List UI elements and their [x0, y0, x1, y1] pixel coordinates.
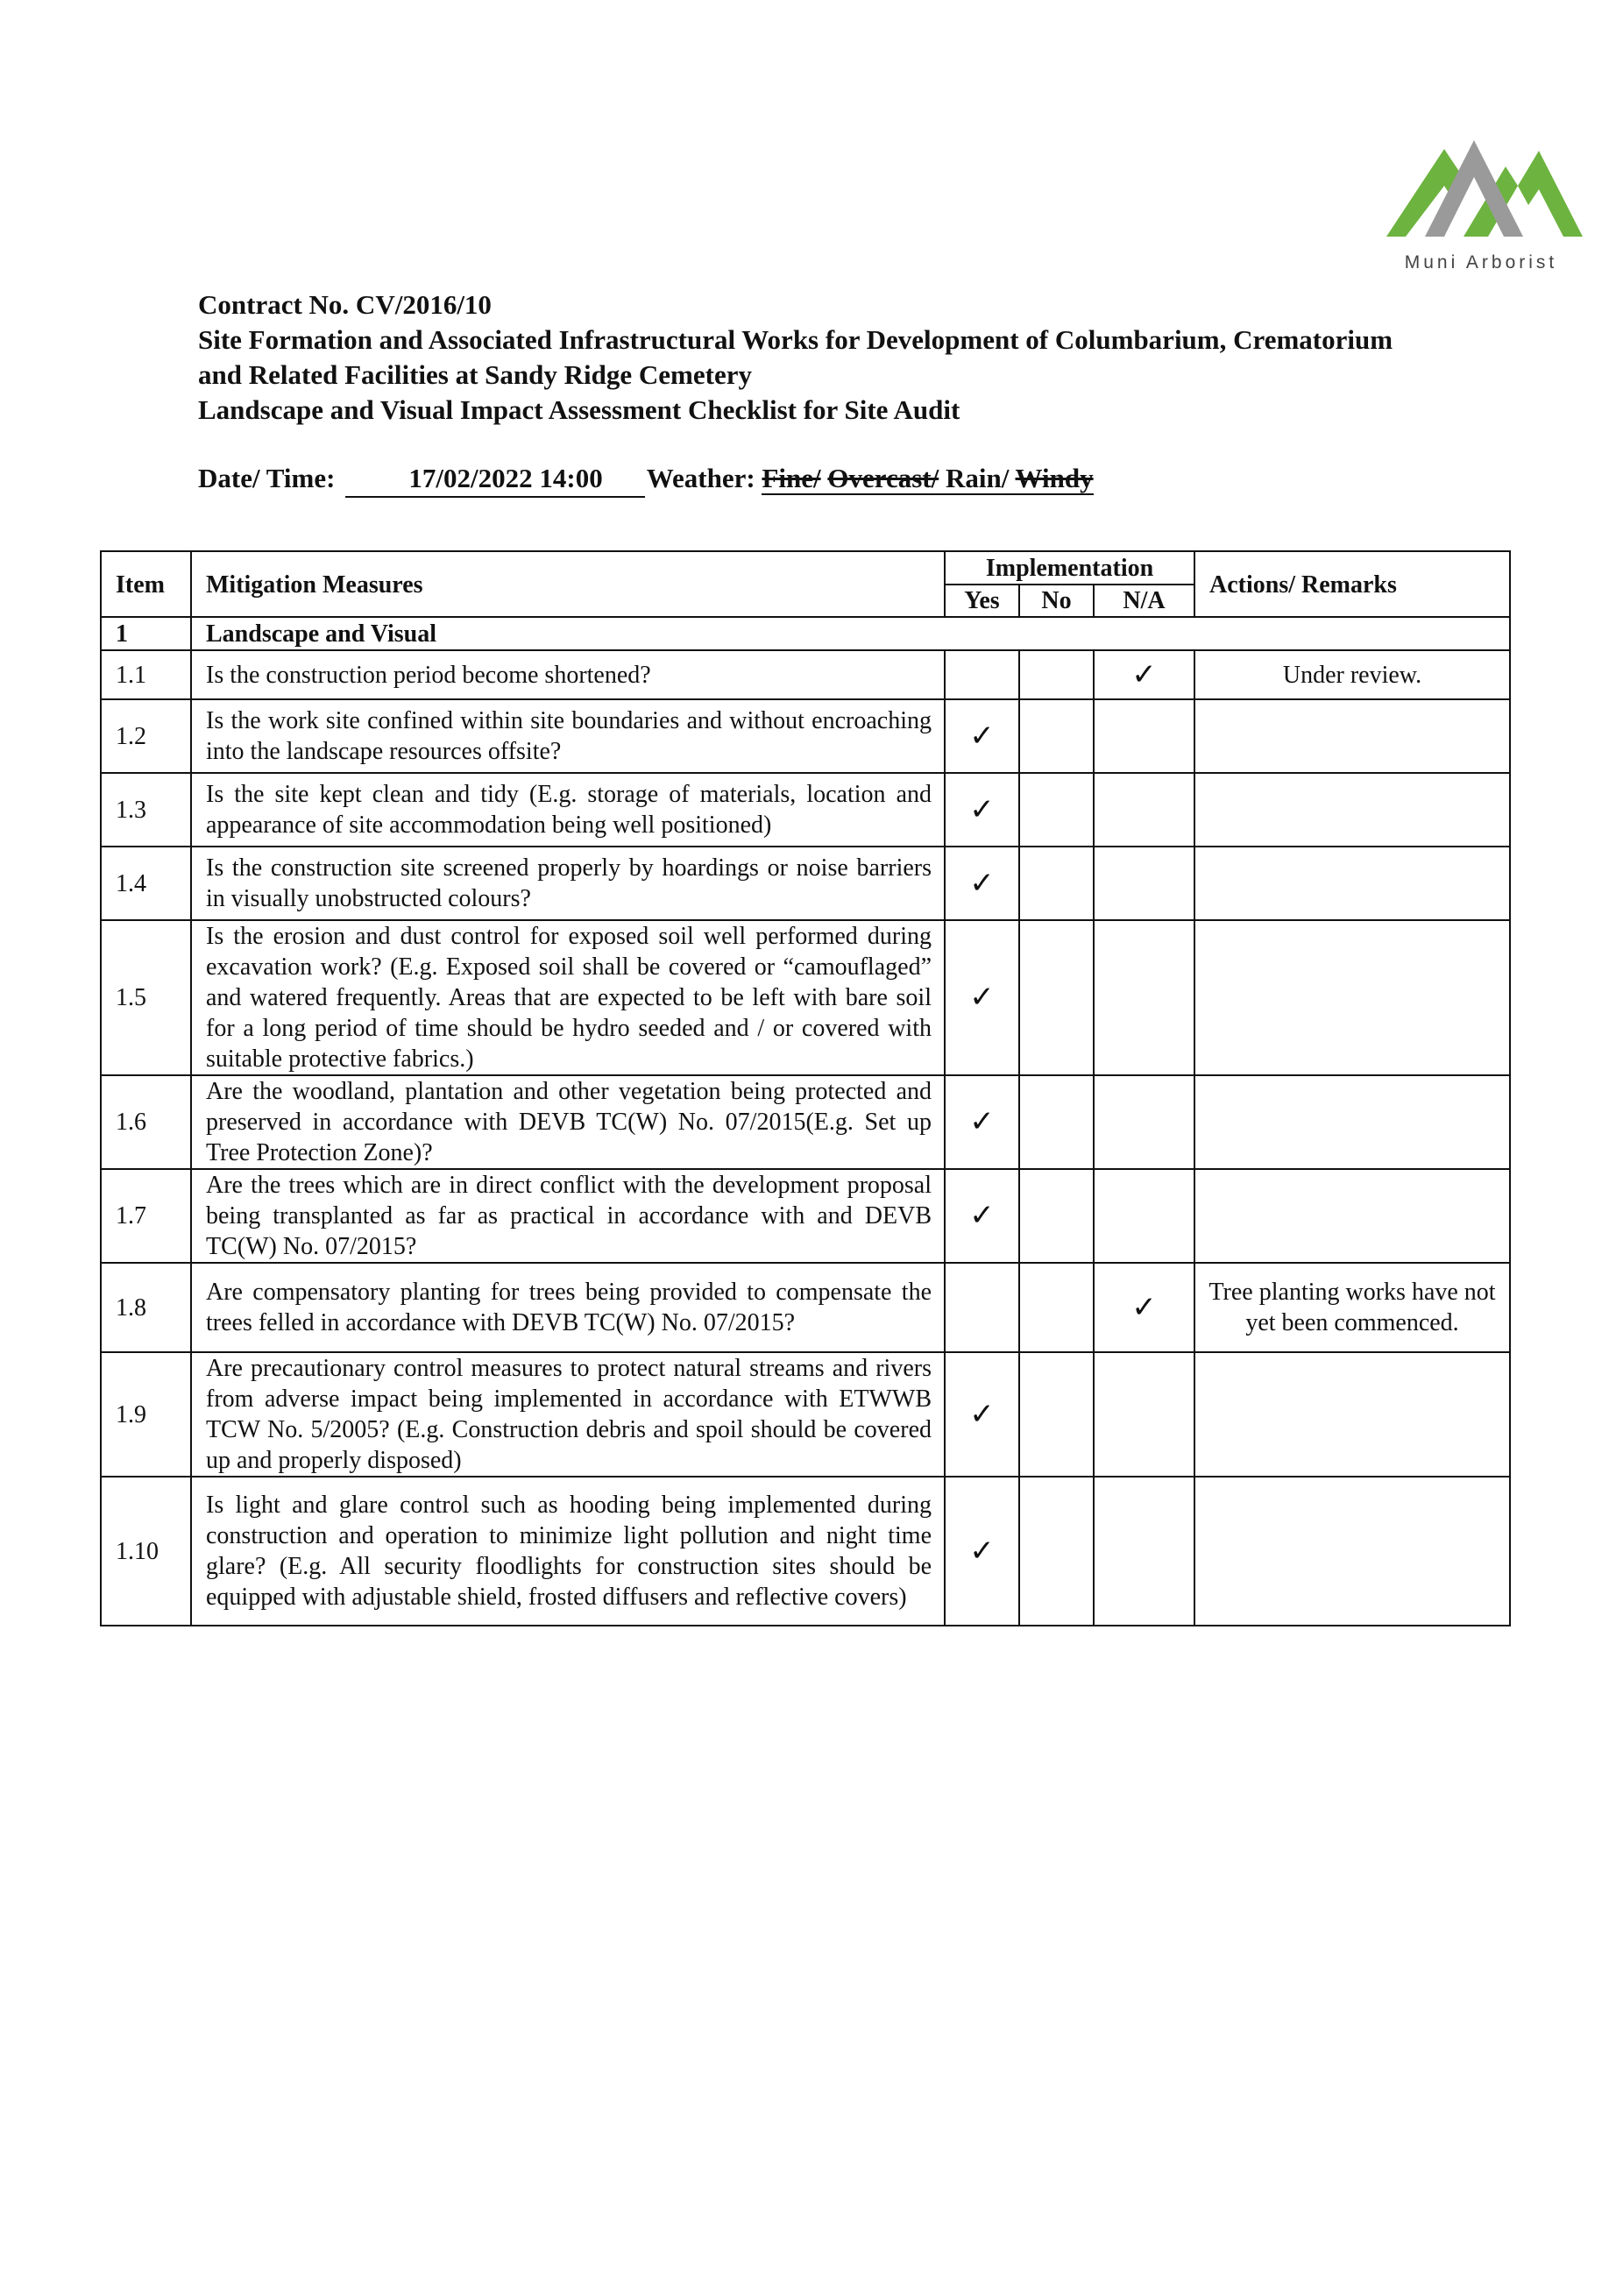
weather-options — [762, 463, 1093, 495]
date-time-value: 17/02/2022 14:00 — [345, 461, 644, 498]
section-item: 1 — [101, 617, 191, 650]
header-yes: Yes — [945, 585, 1019, 617]
row-impl-na — [1094, 650, 1194, 699]
checklist-row — [101, 773, 1510, 847]
row-item-number: 1.2 — [101, 699, 191, 773]
row-impl-na — [1094, 1352, 1194, 1477]
date-time-label: Date/ Time: — [198, 463, 336, 493]
logo-text: Muni Arborist — [1404, 252, 1558, 273]
row-impl-yes — [945, 1352, 1019, 1477]
row-impl-na — [1094, 1477, 1194, 1626]
section-row — [101, 617, 1510, 650]
row-mitigation-measure: Are the woodland, plantation and other vegetation being protected and preserved in accordance with DEVB TC(W) No. 07/2015(E.g. Set up Tree Protection Zone)? — [191, 1075, 945, 1169]
row-impl-no — [1019, 1169, 1094, 1263]
row-impl-yes — [945, 1263, 1019, 1352]
header-implementation: Implementation — [945, 551, 1194, 585]
row-impl-no — [1019, 1352, 1094, 1477]
checkmark-icon: ✓ — [969, 1104, 995, 1139]
row-item-number: 1.1 — [101, 650, 191, 699]
row-item-number: 1.7 — [101, 1169, 191, 1263]
checkmark-icon: ✓ — [969, 718, 995, 754]
checklist-row — [101, 1263, 1510, 1352]
row-mitigation-measure: Are compensatory planting for trees being provided to compensate the trees felled in accordance with DEVB TC(W) No. 07/2015? — [191, 1263, 945, 1352]
section-title: Landscape and Visual — [191, 617, 1510, 650]
row-impl-na — [1094, 773, 1194, 847]
row-impl-no — [1019, 847, 1094, 920]
row-mitigation-measure: Are the trees which are in direct conflict with the development proposal being transplanted as far as practical in accordance with and DEVB TC(W) No. 07/2015? — [191, 1169, 945, 1263]
row-impl-no — [1019, 650, 1094, 699]
row-impl-yes — [945, 650, 1019, 699]
row-impl-no — [1019, 699, 1094, 773]
row-mitigation-measure: Is the site kept clean and tidy (E.g. storage of materials, location and appearance of site accommodation being well positioned) — [191, 773, 945, 847]
checklist-row — [101, 650, 1510, 699]
row-remarks — [1194, 920, 1510, 1075]
row-mitigation-measure: Is the construction period become shortened? — [191, 650, 945, 699]
row-impl-yes — [945, 1169, 1019, 1263]
row-remarks: Tree planting works have not yet been commenced. — [1194, 1263, 1510, 1352]
project-title-line-2: and Related Facilities at Sandy Ridge Cemetery — [198, 359, 752, 390]
weather-option-overcast: Overcast/ — [827, 463, 939, 493]
row-impl-na — [1094, 847, 1194, 920]
row-impl-na — [1094, 1075, 1194, 1169]
project-title-line-1: Site Formation and Associated Infrastructural Works for Development of Columbarium, Crematorium — [198, 324, 1393, 355]
checklist-row — [101, 1352, 1510, 1477]
row-item-number: 1.8 — [101, 1263, 191, 1352]
row-mitigation-measure: Is the construction site screened properly by hoardings or noise barriers in visually unobstructed colours? — [191, 847, 945, 920]
weather-option-windy: Windy — [1015, 463, 1094, 493]
header-no: No — [1019, 585, 1094, 617]
row-remarks — [1194, 847, 1510, 920]
row-mitigation-measure: Are precautionary control measures to protect natural streams and rivers from adverse impact being implemented in accordance with ETWWB TCW No. 5/2005? (E.g. Construction debris and spoil should be covered up and properly disposed) — [191, 1352, 945, 1477]
checklist-row — [101, 1075, 1510, 1169]
contract-number: Contract No. CV/2016/10 — [198, 289, 492, 320]
row-impl-no — [1019, 1263, 1094, 1352]
row-item-number: 1.6 — [101, 1075, 191, 1169]
row-impl-yes — [945, 773, 1019, 847]
row-mitigation-measure: Is the erosion and dust control for exposed soil well performed during excavation work? (E.g. Exposed soil shall be covered or “camouflaged” and watered frequently. Areas that are expected to be left with bare soil for a long period of time should be hydro seeded and / or covered with suitable protective fabrics.) — [191, 920, 945, 1075]
document-header — [198, 287, 1565, 428]
weather-option-fine: Fine/ — [762, 463, 821, 493]
checkmark-icon: ✓ — [1131, 656, 1157, 692]
row-impl-yes — [945, 847, 1019, 920]
header-na: N/A — [1094, 585, 1194, 617]
row-item-number: 1.3 — [101, 773, 191, 847]
row-item-number: 1.9 — [101, 1352, 191, 1477]
checklist-title: Landscape and Visual Impact Assessment Checklist for Site Audit — [198, 394, 960, 425]
row-remarks — [1194, 1075, 1510, 1169]
row-impl-no — [1019, 773, 1094, 847]
weather-option-rain: Rain/ — [945, 463, 1010, 493]
checkmark-icon: ✓ — [969, 1396, 995, 1432]
date-weather-line — [198, 461, 1094, 498]
row-impl-na — [1094, 699, 1194, 773]
row-remarks — [1194, 699, 1510, 773]
checklist-row — [101, 1477, 1510, 1626]
checkmark-icon: ✓ — [969, 1533, 995, 1569]
row-remarks — [1194, 773, 1510, 847]
row-item-number: 1.4 — [101, 847, 191, 920]
checkmark-icon: ✓ — [1131, 1289, 1157, 1325]
row-remarks — [1194, 1352, 1510, 1477]
row-impl-yes — [945, 920, 1019, 1075]
row-impl-no — [1019, 1477, 1094, 1626]
checkmark-icon: ✓ — [969, 791, 995, 827]
row-impl-yes — [945, 1477, 1019, 1626]
row-impl-na — [1094, 1263, 1194, 1352]
row-impl-no — [1019, 1075, 1094, 1169]
muni-arborist-logo — [1376, 131, 1586, 280]
row-mitigation-measure: Is light and glare control such as hooding being implemented during construction and operation to minimize light pollution and night time glare? (E.g. All security floodlights for construction sites should be equipped with adjustable shield, frosted diffusers and reflective covers) — [191, 1477, 945, 1626]
row-impl-na — [1094, 1169, 1194, 1263]
checkmark-icon: ✓ — [969, 1198, 995, 1233]
checklist-row — [101, 847, 1510, 920]
row-item-number: 1.5 — [101, 920, 191, 1075]
row-mitigation-measure: Is the work site confined within site boundaries and without encroaching into the landscape resources offsite? — [191, 699, 945, 773]
header-mitigation-measures: Mitigation Measures — [191, 551, 945, 617]
weather-label: Weather: — [646, 463, 755, 493]
header-actions-remarks: Actions/ Remarks — [1194, 551, 1510, 617]
row-impl-na — [1094, 920, 1194, 1075]
mountain-logo-icon — [1376, 131, 1586, 245]
checklist-row — [101, 1169, 1510, 1263]
row-item-number: 1.10 — [101, 1477, 191, 1626]
row-impl-yes — [945, 699, 1019, 773]
checklist-row — [101, 699, 1510, 773]
row-remarks — [1194, 1169, 1510, 1263]
header-item: Item — [101, 551, 191, 617]
checklist-row — [101, 920, 1510, 1075]
checklist-table — [100, 550, 1511, 1626]
row-impl-yes — [945, 1075, 1019, 1169]
checkmark-icon: ✓ — [969, 980, 995, 1015]
row-impl-no — [1019, 920, 1094, 1075]
row-remarks — [1194, 1477, 1510, 1626]
row-remarks: Under review. — [1194, 650, 1510, 699]
checkmark-icon: ✓ — [969, 865, 995, 901]
